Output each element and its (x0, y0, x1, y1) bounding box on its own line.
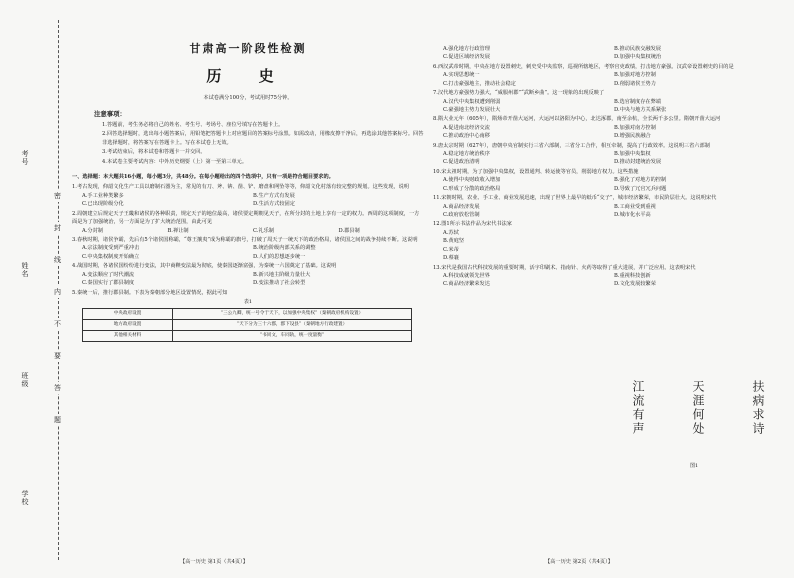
question-stem: 10.宋太祖时期，为了加强中央集权，设置通判、转运使等官员，削弱地方权力。这些措施 (433, 168, 639, 175)
note-item: 4.本试卷主要考试内容：中外历史纲要（上）第一至第三单元。 (102, 158, 248, 165)
option: D.加强中央集权统治 (614, 54, 662, 61)
cut-word: 封 (54, 224, 61, 232)
question-5-options (433, 45, 785, 62)
option: A.变法顺应了时代潮流 (82, 271, 135, 278)
option: C.商品经济繁荣发达 (443, 281, 490, 288)
option: A.科技成就领先世界 (443, 272, 490, 279)
table-cell: 中央政府设置 (83, 309, 173, 320)
cut-word: 线 (54, 256, 61, 264)
question-stem: 11.宋朝时期，农业、手工业、商业发展迅速，出现了世界上最早的纸币“交子”，城市经济繁荣，市民阶层壮大。这说明宋代 (433, 195, 717, 202)
option: B.禅让制 (167, 227, 189, 234)
calligraphy-column: 江流有声 (631, 380, 645, 436)
option: C.中央集权制度开始确立 (82, 253, 140, 260)
question-5 (72, 289, 424, 343)
option: C.秦国实行了郡县制度 (82, 280, 135, 287)
option: D.人们的思想逐步统一 (253, 253, 306, 260)
question-3 (72, 236, 424, 261)
cut-word: 答 (54, 384, 61, 392)
table-cell: “三公九卿，统一号令于天下，以加强中央集权”（秦朝政府机构设置） (173, 309, 412, 320)
score-line: 本试卷满分100分，考试用时75分钟。 (203, 95, 293, 102)
subject-title: 历 史 (206, 66, 290, 85)
option: D.推动封建统治发展 (614, 159, 662, 166)
note-item: 1.答题前，考生务必将自己的姓名、考生号、考场号、座位号填写在答题卡上。 (102, 121, 284, 128)
name-label: 姓名 (21, 262, 29, 278)
option: D.城市化水平高 (614, 212, 651, 219)
option: C.促进政治清明 (443, 159, 480, 166)
question-stem: 5.秦统一后，推行郡县制。下表为秦朝部分地区设置情况，据此可知 (72, 289, 228, 296)
exam-title: 甘肃高一阶段性检测 (189, 42, 307, 55)
table-row (83, 320, 412, 331)
option: B.推动民族交融发展 (614, 46, 661, 52)
option: A.强化地方行政管理 (443, 46, 490, 52)
option: A.使得中央财政收入增加 (443, 177, 501, 184)
option: D.生活方式较固定 (253, 201, 295, 208)
option: C.已出现阶级分化 (82, 201, 124, 208)
question-stem: 3.春秋时期，诸侯争霸，先后有5个诸侯国称霸，“尊王攘夷”成为称霸的旗号，打破了周天子一统天下的政治格局，诸侯国之间的战争持续不断。这说明 (72, 236, 418, 243)
table-cell: 地方政府设置 (83, 320, 173, 331)
option: C.打击豪强地主，推动社会稳定 (443, 80, 516, 87)
question-stem: 1.考古发现，仰韶文化生产工具以磨制石器为主，常见的有刀、斧、锛、凿、铲、磨盘和网坠等等，仰韶文化村落有较完整的规划。这些发现，说明 (72, 184, 409, 191)
option: B.工商业受到重视 (614, 203, 656, 210)
option: C.促进区域经济发展 (443, 54, 490, 61)
left-column (72, 40, 424, 342)
option: C.米芾 (443, 246, 459, 253)
option: C.政府放松管制 (443, 212, 480, 219)
section-heading: 一、选择题：本大题共16小题，每小题3分，共48分。在每小题给出的四个选项中，只有一项是符合题目要求的。 (72, 174, 334, 181)
option: B.强化了对地方的控制 (614, 177, 667, 184)
footer-right: 【高一历史 第2页（共4页）】 (545, 559, 613, 565)
cut-word: 题 (54, 416, 61, 424)
cut-word: 不 (54, 320, 61, 328)
table-row (83, 331, 412, 342)
cut-word: 密 (54, 192, 61, 200)
question-1 (72, 183, 424, 208)
option: A.稳定地方统治秩序 (443, 151, 490, 158)
question-13 (433, 264, 785, 289)
option: A.实现思想统一 (443, 72, 480, 79)
note-item: 2.回答选择题时，选出每小题答案后，用铅笔把答题卡上对应题目的答案标号涂黑。如需改动，用橡皮擦干净后，再选涂其他答案标号。回答非选择题时，将答案写在答题卡上。写在本试卷上无效。 (102, 131, 424, 146)
question-6 (433, 63, 785, 88)
option: D.郡县制 (338, 227, 360, 234)
question-stem: 4.战国时期，各诸侯国纷纷进行变法，其中商鞅变法最为彻底，使秦国逐渐富强，为秦统一六国奠定了基础。这说明 (72, 263, 337, 270)
figure-caption: 图1 (690, 463, 699, 469)
question-11 (433, 194, 785, 219)
option: A.促进南北经济交流 (443, 124, 490, 131)
option: C.豪强地主势力发展壮大 (443, 106, 501, 113)
table-cell: “书同文，车同轨，统一度量衡” (173, 331, 412, 342)
option: B.选官制度存在弊端 (614, 98, 661, 105)
option: B.加强中央集权 (614, 151, 651, 158)
note-item: 3.考试结束后，将本试卷和答题卡一并交回。 (102, 149, 206, 156)
question-stem: 7.汉代地方豪强势力强大，“威服州郡”“武断乡曲”。这一现象的出现反映了 (433, 90, 605, 97)
option: B.新兴地主阶级力量壮大 (253, 271, 311, 278)
table-1 (82, 308, 412, 342)
option: D.变法推动了社会转型 (253, 280, 306, 287)
table-cell: “天下分为三十六郡，郡下设县”（秦朝地方行政建置） (173, 320, 412, 331)
table-caption: 表1 (243, 298, 253, 305)
option: A.分封制 (82, 227, 103, 234)
option: D.削弱诸侯王势力 (614, 80, 656, 87)
figure-1-calligraphy (610, 380, 780, 470)
footer-left: 【高一历史 第1页（共4页）】 (180, 559, 248, 565)
option: A.商品经济发展 (443, 203, 480, 210)
question-stem: 9.唐太宗时期（627年），唐朝中央官制实行三省六部制，三省分工合作，相互牵制，提高了行政效率。这说明三省六部制 (433, 142, 710, 149)
table-cell: 其他相关材料 (83, 331, 173, 342)
cut-word: 要 (54, 352, 61, 360)
option: A.手工业种类繁多 (82, 192, 124, 199)
option: C.推动政治中心南移 (443, 133, 490, 140)
calligraphy-column: 天涯何处 (691, 380, 705, 436)
question-8 (433, 115, 785, 140)
option: D.文化发展较繁荣 (614, 281, 656, 288)
right-column (433, 44, 785, 289)
option: A.苏轼 (443, 229, 459, 236)
question-2 (72, 210, 424, 235)
option: B.加强对南方控制 (614, 124, 656, 131)
notes-heading: 注意事项： (94, 109, 126, 118)
question-stem: 12.图1所示书法作品为宋代书法家 (433, 221, 512, 228)
option: B.生产方式有发展 (253, 192, 295, 199)
question-stem: 8.隋大业元年（605年），隋炀帝开凿大运河，大运河以洛阳为中心，北达涿郡，南至余杭，全长两千多公里。隋朝开凿大运河 (433, 116, 721, 123)
question-stem: 6.西汉武帝时期，中央在地方设置刺史，刺史受中央监察，巡视所辖地区，考察官吏政绩，打击地方豪强。汉武帝设置刺史的目的是 (433, 63, 734, 70)
option: B.重视科技创新 (614, 272, 651, 279)
option: D.导致了冗官冗兵问题 (614, 185, 667, 192)
option: A.汉代中央集权遭到削弱 (443, 98, 501, 105)
option: D.增强民族融合 (614, 133, 651, 140)
question-7 (433, 89, 785, 114)
option: C.礼乐制 (253, 227, 274, 234)
option: D.蔡襄 (443, 255, 459, 262)
cut-word: 内 (54, 288, 61, 296)
question-12 (433, 220, 603, 262)
option: B.统治阶级内部关系的调整 (253, 245, 316, 252)
calligraphy-column: 扶病求诗 (751, 380, 765, 436)
option: D.中央与地方关系紧张 (614, 106, 667, 113)
school-label: 学校 (21, 490, 29, 506)
question-9 (433, 142, 785, 167)
option: B.加强对地方控制 (614, 72, 656, 79)
table-row (83, 309, 412, 320)
option: B.黄庭坚 (443, 238, 465, 245)
question-10 (433, 168, 785, 193)
binding-margin (0, 0, 64, 578)
exam-no-label: 考号 (21, 150, 29, 166)
option: C.形成了分散的政治格局 (443, 185, 501, 192)
question-stem: 13.宋代是我国古代科技发展的重要时期，活字印刷术、指南针、火药等取得了重大进展，并广泛应用。这表明宋代 (433, 264, 696, 271)
question-4 (72, 262, 424, 287)
question-stem: 2.周朝建立后规定天子王畿和诸侯的各种职责，规定天子的地位最高，诸侯要定期朝见天子，在所分封的土地上享有一定的权力。西周的这项制度，一方面是为了加强统治，另一方面是为了扩大统治范围，由此可见 (72, 210, 420, 226)
class-label: 班级 (21, 372, 29, 388)
option: A.宗法制度受到严重冲击 (82, 245, 140, 252)
